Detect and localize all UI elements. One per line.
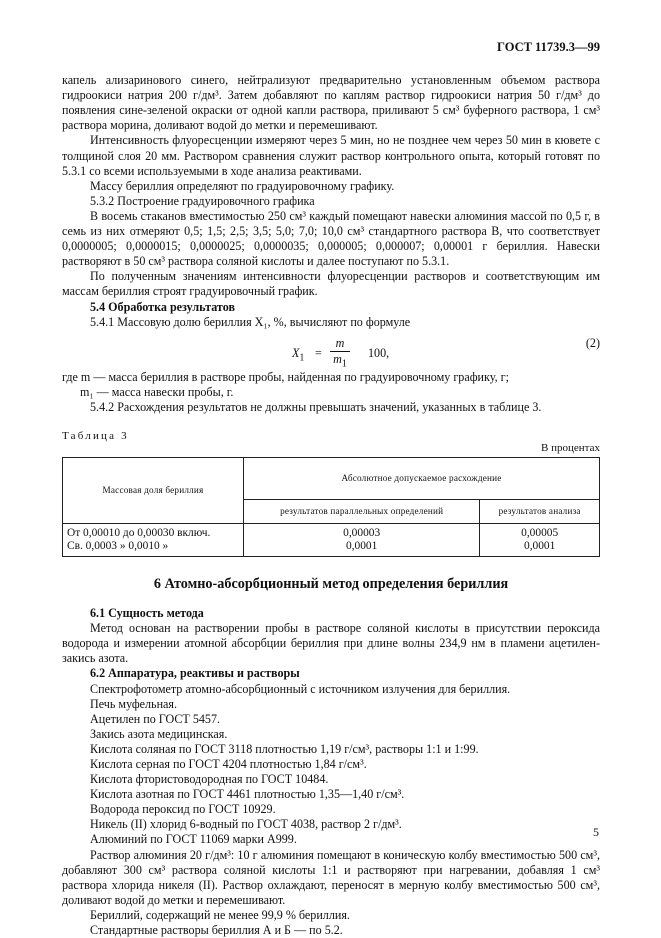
formula-denominator: $m_1$ [333,351,347,370]
subsection-heading: 6.2 Аппаратура, реактивы и растворы [90,666,300,681]
section-heading: 5.4 Обработка результатов [90,299,235,314]
list-item: Кислота серная по ГОСТ 4204 плотностью 1,84 г/см³. [90,757,367,771]
paragraph: Метод основан на растворении пробы в растворе соляной кислоты в присутствии пероксида водорода и измерении атомной абсорбции бериллия при длине волны 234,9 нм в пламени ацетилен-закись азота. [62,621,600,666]
section-title: 6 Атомно-абсорбционный метод определения бериллия [153,575,509,592]
formula-legend: m₁ — масса навески пробы, г. [80,384,234,399]
page-number: 5 [593,825,599,839]
list-item: Стандартные растворы бериллия А и Б — по 5.2. [90,923,343,938]
formula-legend: где m — масса бериллия в растворе пробы, найденная по градуировочному графику, г; [62,369,509,384]
table-unit: В процентах [541,441,600,454]
table-cell-analysis: 0,00005 0,0001 [480,523,600,556]
paragraph: Интенсивность флуоресценции измеряют через 5 мин, но не позднее чем через 50 мин в кювете с толщиной слоя 20 мм. Раствором сравнения служит раствор контрольного опыта, который готовят по 5.3.1 со всеми используемыми в ходе анализа реактивами. [62,133,600,178]
paragraph: Раствор алюминия 20 г/дм³: 10 г алюминия помещают в коническую колбу вместимостью 500 см³, добавляют 300 см³ раствора соляной кислоты 1:1 и растворяют при нагревании, добавляя 1 см³ раствора хлорида никеля (II). Раствор охлаждают, переносят в мерную колбу вместимостью 500 см³, доливают водой до метки и перемешивают. [62,847,600,907]
formula-equals: = [315,345,322,360]
table-header-analysis: результатов анализа [480,499,600,523]
list-item: Никель (II) хлорид 6-водный по ГОСТ 4038, раствор 2 г/дм³. [90,817,402,832]
list-item: Кислота азотная по ГОСТ 4461 плотностью 1,35—1,40 г/см³. [90,787,405,802]
paragraph: 5.4.2 Расхождения результатов не должны превышать значений, указанных в таблице 3. [90,399,542,414]
table-header-group: Абсолютное допускаемое расхождение [244,457,600,499]
table-3 [62,457,600,557]
table-row [63,523,600,556]
list-item: Спектрофотометр атомно-абсорбционный с источником излучения для бериллия. [90,681,511,696]
formula-lhs: $X_1$ [292,345,305,364]
formula-number: (2) [585,335,600,350]
list-item: Кислота соляная по ГОСТ 3118 плотностью 1,19 г/см³, растворы 1:1 и 1:99. [90,741,479,756]
list-item: Бериллий, содержащий не менее 99,9 % бериллия. [90,907,350,922]
list-item: Кислота фтористоводородная по ГОСТ 10484. [90,772,329,787]
table-cell-range: От 0,00010 до 0,00030 включ. Св. 0,0003 » 0,0010 » [63,523,244,556]
table-cell-parallel: 0,00003 0,0001 [244,523,480,556]
formula-fraction [330,336,350,371]
list-item: Печь муфельная. [90,696,178,711]
document-code: ГОСТ 11739.3—99 [497,40,600,54]
paragraph: 5.4.1 Массовую долю бериллия X₁, %, вычисляют по формуле [90,314,411,329]
document-page [62,40,600,938]
paragraph: капель ализаринового синего, нейтрализуют предварительно установленным объемом раствора гидроокиси натрия 200 г/дм³. Затем добавляют по каплям раствор гидроокиси натрия 50 г/дм³ до появления сине-зеленой окраски от одной капли раствора, приливают 5 см³ буферного раствора, 1 см³ раствора морина, доливают водой до метки и перемешивают. [62,73,600,133]
subsection-heading: 6.1 Сущность метода [90,606,204,621]
subsection-heading: 5.3.2 Построение градуировочного графика [90,193,315,208]
formula-numerator: m [330,336,350,352]
formula [62,336,600,370]
paragraph: По полученным значениям интенсивности флуоресценции растворов и соответствующим им массам бериллия строят градуировочный график. [62,269,600,299]
paragraph: Массу бериллия определяют по градуировочному графику. [90,178,395,193]
paragraph: В восемь стаканов вместимостью 250 см³ каждый помещают навески алюминия массой по 0,5 г, в семь из них отмеряют 0,5; 1,5; 2,5; 3,5; 5,0; 7,0; 10,0 см³ стандартного раствора В, что соответствует 0,0000005; 0,0000015; 0,0000025; 0,0000035; 0,000005; 0,000007; 0,00001 г бериллия. Навески растворяют в 50 см³ раствора соляной кислоты и далее поступают по 5.3.1. [62,208,600,269]
list-item: Закись азота медицинская. [90,726,228,741]
list-item: Водорода пероксид по ГОСТ 10929. [90,802,276,817]
table-label: Таблица 3 [62,429,129,442]
table-header-mass-fraction: Массовая доля бериллия [63,457,244,523]
table-header-parallel: результатов параллельных определений [244,499,480,523]
list-item: Ацетилен по ГОСТ 5457. [90,711,221,726]
list-item: Алюминий по ГОСТ 11069 марки А999. [90,832,297,847]
formula-multiplier: 100, [368,345,390,360]
table-caption [62,429,600,454]
